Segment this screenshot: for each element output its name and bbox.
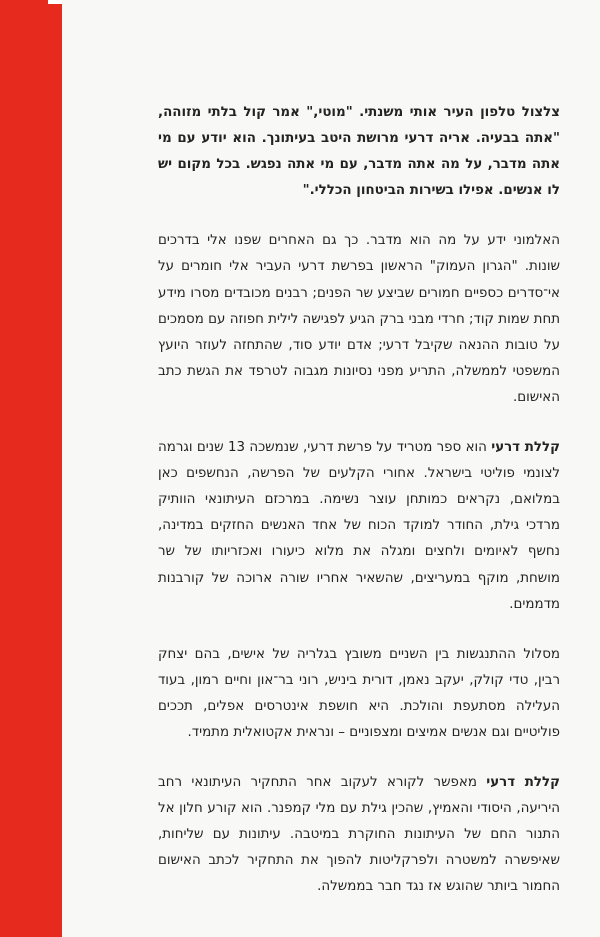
book-description-paragraph xyxy=(158,435,560,618)
blurb-text xyxy=(158,100,560,925)
investigation-paragraph xyxy=(158,770,560,900)
book-title-inline-2: קללת דרעי xyxy=(486,775,560,791)
investigation-text: מאפשר לקורא לעקוב אחר התחקיר העיתונאי רחב היריעה, היסודי והאמיץ, שהכין גילת עם מלי קמפנר. הוא קורע חלון אל התנור החם של העיתונות החוקרת במיטבה. עיתונות עם שליחות, שאיפשרה למשטרה ולפרקליטות להפוך את התחקיר לכתב האישום החמור ביותר שהוגש אז נגד חבר בממשלה. xyxy=(158,775,560,895)
red-spine xyxy=(0,0,62,937)
book-title-inline: קללת דרעי xyxy=(491,440,560,456)
book-description-text: הוא ספר מטריד על פרשת דרעי, שנמשכה 13 שנים וגרמה לצונמי פוליטי בישראל. אחורי הקלעים של הפרשה, הנחשפים כאן במלואם, נקראים כמותחן עוצר נשימה. במרכזם העיתונאי הוותיק מרדכי גילת, החודר למוקד הכוח של אחד האנשים החזקים במדינה, נחשף לאיומים ולחצים ומגלה את מלוא כיעורו ואכזריותו של שר מושחת, מוקף במעריצים, שהשאיר אחריו שורה ארוכה של קורבנות מדממים. xyxy=(158,440,560,612)
gallery-paragraph: מסלול ההתנגשות בין השניים משובץ בגלריה של אישים, בהם יצחק רבין, טדי קולק, יעקב נאמן, דורית ביניש, רוני בר־און וחיים רמון, בעוד העלילה מסתעפת והולכת. היא חושפת אינטרסים אפלים, תככים פוליטיים וגם אנשים אמיצים ומצפוניים – ונראית אקטואלית מתמיד. xyxy=(158,646,560,740)
spine-top-mark xyxy=(48,0,62,4)
back-cover-page xyxy=(62,0,600,937)
deep-throat-paragraph: האלמוני ידע על מה הוא מדבר. כך גם האחרים שפנו אלי בדרכים שונות. "הגרון העמוק" הראשון בפרשת דרעי העביר אלי חומרים על אי־סדרים כספיים חמורים שביצע שר הפנים; רבנים מכובדים מסרו מידע תחת שמות קוד; חרדי מבני ברק הגיע לפגישה לילית חפוזה עם מסמכים על טובות ההנאה שקיבל דרעי; אדם יודע סוד, שהתחזה לעוזר היועץ המשפטי לממשלה, התריע מפני נסיונות מגבוה לטרפד את הגשת כתב האישום. xyxy=(158,233,560,405)
opening-quote-paragraph: צלצול טלפון העיר אותי משנתי. "מוטי," אמר קול בלתי מזוהה, "אתה בבעיה. אריה דרעי מרושת היטב בעיתונך. הוא יודע עם מי אתה מדבר, על מה אתה מדבר, עם מי אתה נפגש. בכל מקום יש לו אנשים. אפילו בשירות הביטחון הכללי." xyxy=(158,105,560,199)
